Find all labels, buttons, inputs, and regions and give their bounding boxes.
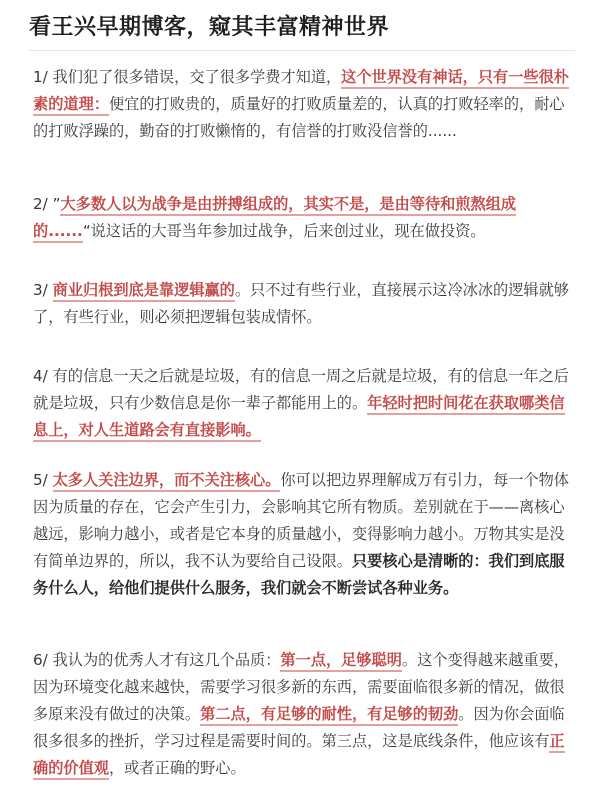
highlight-text: 大多数人以为战争是由拼搏组成的，其实不是，是由等待和煎熬组成的...... [33, 195, 516, 243]
highlight-text: 这个世界没有神话，只有一些很朴素的道理： [33, 68, 569, 116]
paragraph-text: 3/ [33, 281, 53, 299]
paragraph-text: 2/ ” [33, 195, 61, 213]
paragraph-text: 4/ 有的信息一天之后就是垃圾，有的信息一周之后就是垃圾，有的信息一年之后就是垃圾，只有少数信息是你一辈子都能用上的。 [33, 367, 569, 412]
article-title: 看王兴早期博客，窥其丰富精神世界 [29, 15, 390, 40]
paragraph-text: 1/ 我们犯了很多错误，交了很多学费才知道， [33, 68, 342, 86]
paragraph-5 [33, 467, 578, 602]
highlight-text: 太多人关注边界，而不关注核心。 [53, 471, 281, 492]
paragraph-4 [33, 363, 578, 444]
paragraph-6 [33, 647, 578, 782]
paragraph-text: “说这话的大哥当年参加过战争，后来创过业，现在做投资。 [82, 222, 486, 240]
highlight-text: 第二点，有足够的耐性，有足够的韧劲 [200, 705, 458, 726]
paragraph-text: 6/ 我认为的优秀人才有这几个品质： [33, 651, 281, 669]
paragraph-text: ，或者正确的野心。 [108, 759, 246, 777]
title-divider [29, 50, 575, 51]
paragraph-text: 你可以把边界理解成万有引力，每一个物体因为质量的存在，它会产生引力，会影响其它所有物质。差别就在于——离核心越远，影响力越小，或者是它本身的质量越小，变得影响力越小。万物其实是没有简单边界的，所以，我不认为要给自己设限。 [33, 471, 569, 570]
paragraph-1 [33, 64, 578, 145]
bold-text: 只要核心是清晰的：我们到底服务什么人，给他们提供什么服务，我们就会不断尝试各种业务。 [33, 552, 565, 597]
paragraph-text: 。只不过有些行业，直接展示这冷冰冰的逻辑就够了，有些行业，则必须把逻辑包装成情怀。 [33, 281, 569, 326]
highlight-text: 第一点，足够聪明 [280, 651, 402, 672]
highlight-text: 商业归根到底是靠逻辑赢的 [53, 281, 235, 302]
paragraph-text: 便宜的打败贵的，质量好的打败质量差的，认真的打败轻率的，耐心的打败浮躁的，勤奋的打败懒惰的，有信誉的打败没信誉的...... [33, 95, 565, 140]
paragraph-text: 。因为你会面临很多很多的挫折，学习过程是需要时间的。第三点，这是底线条件，他应该有 [33, 705, 565, 750]
highlight-text: 年轻时把时间花在获取哪类信息上，对人生道路会有直接影响。 [33, 394, 565, 442]
paragraph-text: 。这个变得越来越重要，因为环境变化越来越快，需要学习很多新的东西，需要面临很多新的情况，做很多原来没有做过的决策。 [33, 651, 569, 723]
paragraph-3 [33, 277, 578, 331]
paragraph-2 [33, 191, 578, 245]
highlight-text: 正确的价值观 [33, 732, 565, 780]
paragraph-text: 5/ [33, 471, 53, 489]
